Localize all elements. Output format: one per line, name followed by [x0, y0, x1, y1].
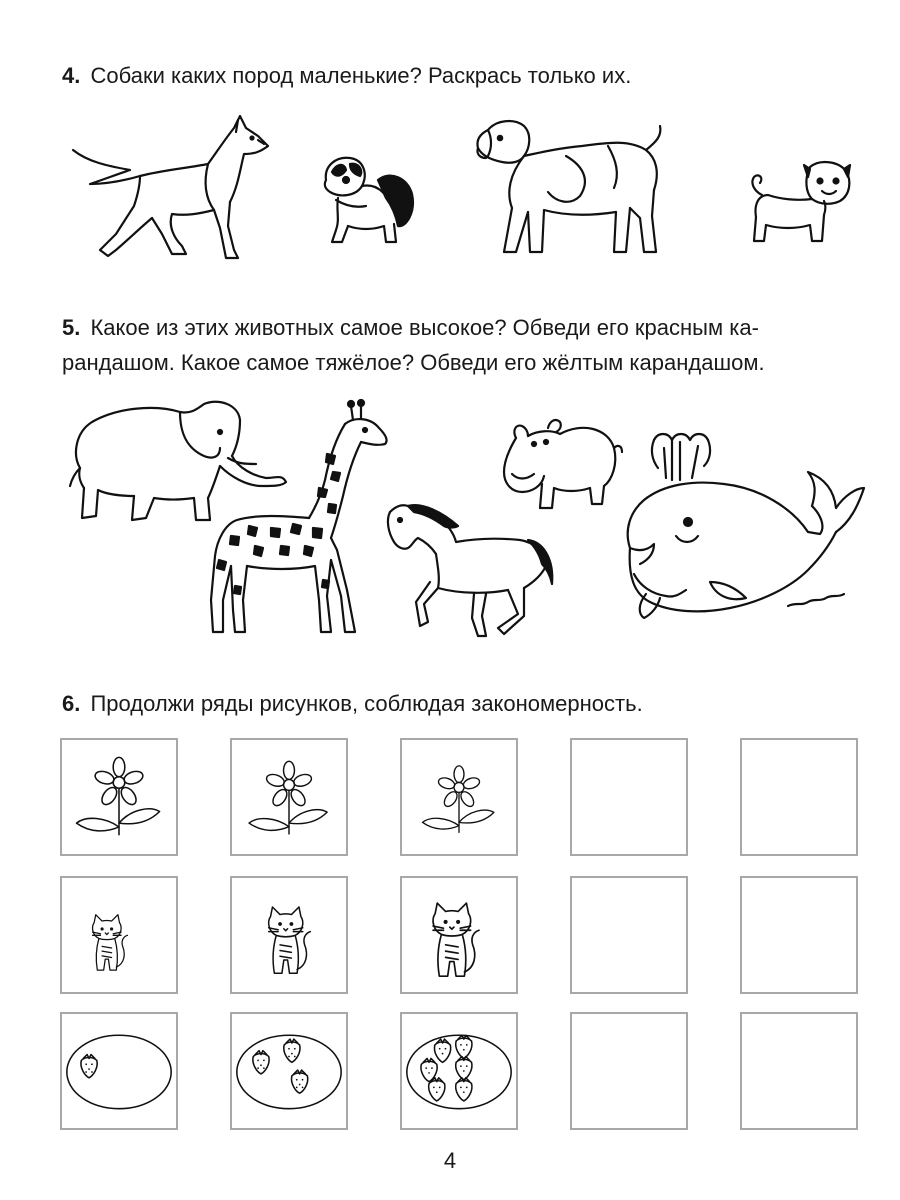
hippo-drawing[interactable]: [498, 408, 623, 518]
cat-icon: [433, 903, 479, 976]
task-text-line-2: рандашом. Какое самое тяжёлое? Обведи его жёлтым карандашом.: [62, 350, 765, 375]
task-4: [62, 58, 860, 93]
horse-drawing[interactable]: [378, 498, 563, 643]
task-number: 6.: [62, 691, 81, 716]
st-bernard-drawing[interactable]: [470, 112, 670, 272]
cat-icon: [93, 915, 128, 970]
task-number: 4.: [62, 63, 81, 88]
flower-icon: [249, 761, 327, 834]
strawberry-icon: [284, 1039, 300, 1062]
strawberry-icon: [429, 1078, 445, 1101]
empty-answer-cell[interactable]: [570, 876, 688, 994]
plate-icon: [237, 1035, 341, 1108]
empty-answer-cell[interactable]: [740, 876, 858, 994]
giraffe-drawing[interactable]: [205, 400, 395, 640]
task-5: [62, 310, 860, 380]
empty-answer-cell[interactable]: [570, 1012, 688, 1130]
strawberry-icon: [456, 1035, 472, 1058]
pattern-cell-flower: [230, 738, 348, 856]
pattern-cell-plate: [400, 1012, 518, 1130]
pattern-cell-cat: [60, 876, 178, 994]
whale-drawing[interactable]: [620, 426, 865, 631]
pattern-cell-plate: [60, 1012, 178, 1130]
pug-drawing[interactable]: [740, 155, 860, 255]
flower-icon: [76, 757, 159, 834]
pattern-cell-flower: [60, 738, 178, 856]
flower-icon: [422, 766, 493, 832]
strawberry-icon: [292, 1070, 308, 1093]
strawberry-icon: [434, 1039, 450, 1062]
pattern-cell-flower: [400, 738, 518, 856]
plate-icon: [67, 1035, 171, 1108]
pattern-cell-cat: [400, 876, 518, 994]
strawberry-icon: [81, 1055, 97, 1078]
shepherd-dog-drawing[interactable]: [68, 110, 283, 270]
empty-answer-cell[interactable]: [740, 738, 858, 856]
page-number: 4: [443, 1148, 457, 1173]
strawberry-icon: [253, 1051, 269, 1074]
pattern-cell-plate: [230, 1012, 348, 1130]
japanese-chin-drawing[interactable]: [316, 150, 421, 255]
cat-icon: [269, 907, 311, 973]
empty-answer-cell[interactable]: [740, 1012, 858, 1130]
empty-answer-cell[interactable]: [570, 738, 688, 856]
task-6: [62, 686, 860, 721]
task-number: 5.: [62, 315, 81, 340]
task-text-line-1: Какое из этих животных самое высокое? Обведи его красным ка-: [90, 315, 759, 340]
strawberry-icon: [456, 1057, 472, 1080]
task-text: Продолжи ряды рисунков, соблюдая закономерность.: [90, 691, 643, 716]
strawberry-icon: [456, 1078, 472, 1101]
task-text: Собаки каких пород маленькие? Раскрась только их.: [90, 63, 632, 88]
pattern-cell-cat: [230, 876, 348, 994]
